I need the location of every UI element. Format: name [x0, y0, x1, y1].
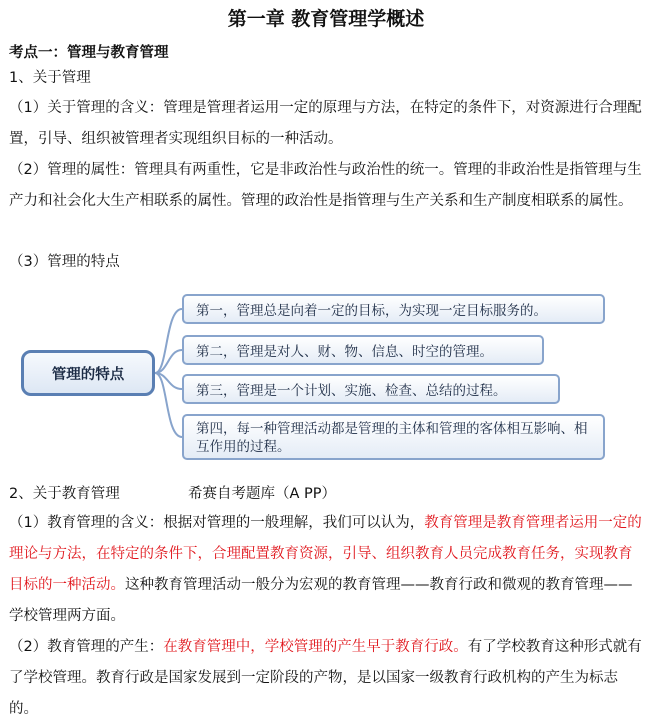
origin-highlight: 在教育管理中，学校管理的产生早于教育行政。: [163, 639, 468, 655]
subsection-title-edu-management: 2、关于教育管理: [9, 486, 120, 502]
mindmap-node-3: 第三，管理是一个计划、实施、检查、总结的过程。: [182, 374, 560, 404]
subsection-title-management: 1、关于管理: [9, 70, 91, 86]
mindmap-node-1: 第一，管理总是向着一定的目标，为实现一定目标服务的。: [182, 294, 605, 324]
watermark-text: 希赛自考题库（A PP）: [188, 486, 337, 502]
definition-rest: 这种教育管理活动一般分为宏观的教育管理——教育行政和微观的教育管理——学校管理两方面。: [9, 577, 633, 624]
management-attributes: （2）管理的属性：管理具有两重性，它是非政治性与政治性的统一。管理的非政治性是指管理与生产力和社会化大生产相联系的属性。管理的政治性是指管理与生产关系和生产制度相联系的属性。: [9, 162, 642, 209]
management-definition: （1）关于管理的含义：管理是管理者运用一定的原理与方法，在特定的条件下，对资源进行合理配置，引导、组织被管理者实现组织目标的一种活动。: [9, 100, 642, 147]
definition-intro: （1）教育管理的含义：根据对管理的一般理解，我们可以认为，: [9, 515, 425, 531]
mindmap-root: 管理的特点: [21, 350, 155, 396]
edu-management-origin: [9, 632, 643, 725]
mindmap-node-2: 第二，管理是对人、财、物、信息、时空的管理。: [182, 335, 544, 365]
chapter-title: 第一章 教育管理学概述: [227, 8, 425, 30]
origin-rest: 有了学校教育这种形式就有了学校管理。教育行政是国家发展到一定阶段的产物，是以国家一级教育行政机构的产生为标志的。: [9, 639, 642, 717]
section-heading: 考点一：管理与教育管理: [9, 45, 169, 61]
mindmap-node-4: 第四，每一种管理活动都是管理的主体和管理的客体相互影响、相互作用的过程。: [182, 414, 605, 460]
edu-management-definition: [9, 508, 643, 632]
origin-intro: （2）教育管理的产生：: [9, 639, 164, 655]
definition-highlight: 教育管理是教育管理者运用一定的理论与方法，在特定的条件下，合理配置教育资源，引导、组织教育人员完成教育任务，实现教育目标的一种活动。: [9, 515, 642, 593]
management-features-label: （3）管理的特点: [9, 254, 120, 270]
